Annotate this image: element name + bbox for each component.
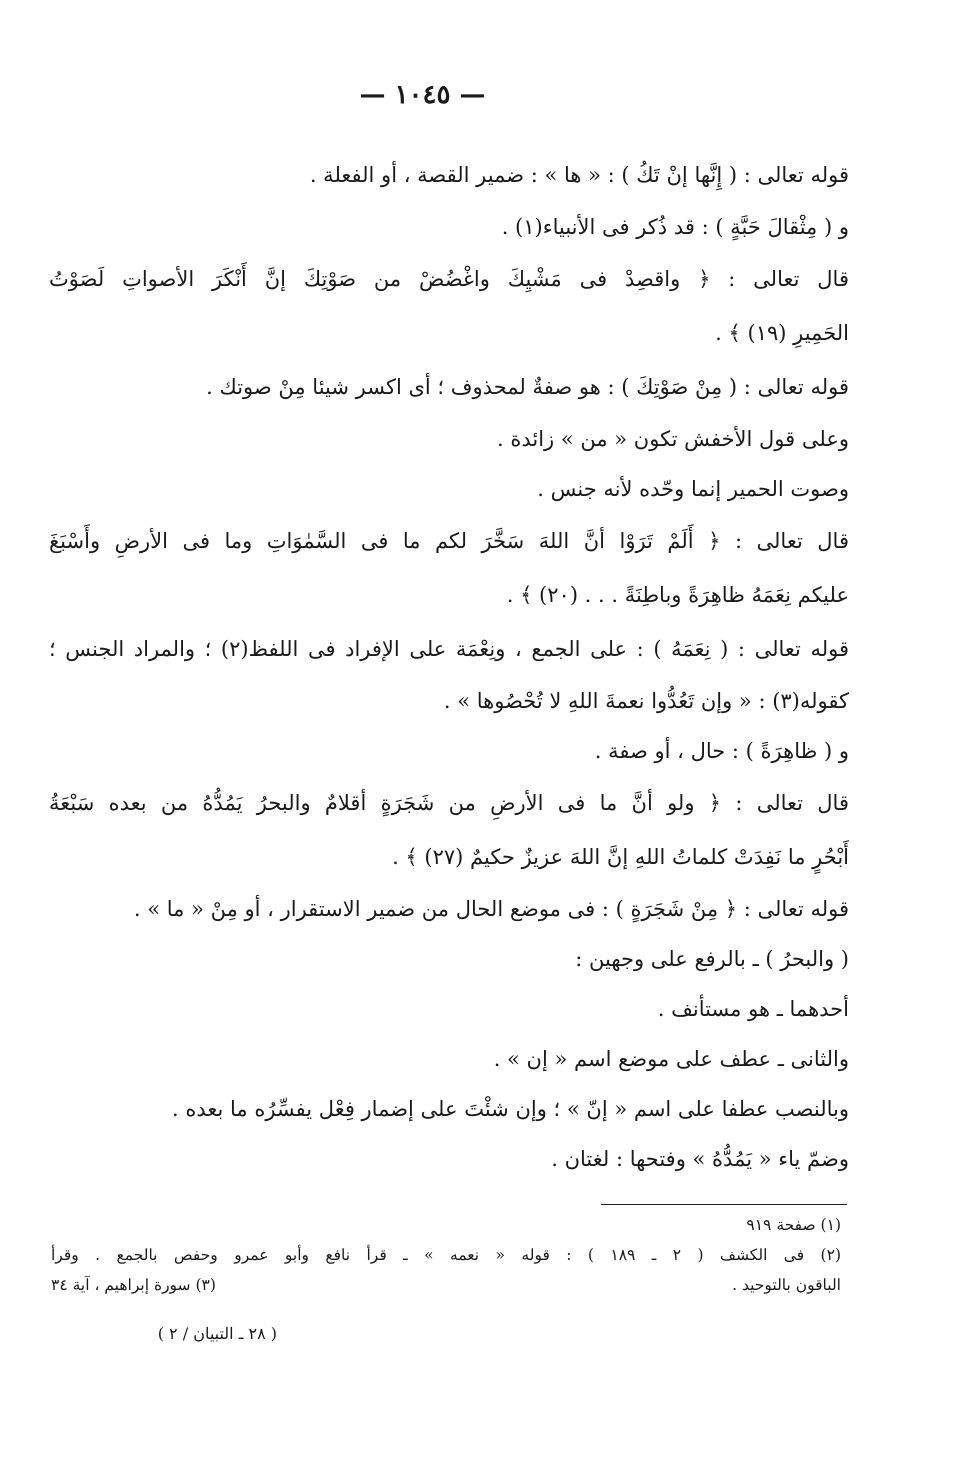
footnotes bbox=[51, 1210, 841, 1300]
text-line: الحَمِيرِ (١٩) ﴾ . bbox=[715, 321, 849, 345]
text-line: قوله تعالى : ( نِعَمَهُ ) : على الجمع ، ونِعْمَة على الإفراد فى اللفظ(٢) ؛ والمراد الجنس ؛ bbox=[49, 637, 849, 661]
text-line: والثانى ـ عطف على موضع اسم « إن » . bbox=[493, 1047, 849, 1071]
footnote: الباقون بالتوحيد . bbox=[732, 1276, 841, 1294]
footnote-divider bbox=[601, 1204, 847, 1205]
text-line: أَبْحُرٍ ما نَفِدَتْ كلماتُ اللهِ إنَّ اللهَ عزيزٌ حكيمٌ (٢٧) ﴾ . bbox=[392, 845, 849, 869]
footnote-row bbox=[51, 1270, 841, 1300]
footnote: (١) صفحة ٩١٩ bbox=[746, 1216, 841, 1234]
text-line: و ( ظاهِرَةً ) : حال ، أو صفة . bbox=[594, 739, 849, 763]
text-line: قوله تعالى : ﴿ مِنْ شَجَرَةٍ ) : فى موضع الحال من ضمير الاستقرار ، أو مِنْ « ما » . bbox=[133, 897, 849, 921]
text-line: قوله تعالى : ( إِنَّها إنْ تَكُ ) : « ها » : ضمير القصة ، أو الفعلة . bbox=[309, 163, 849, 187]
page-number: — ١٠٤٥ — bbox=[359, 80, 486, 110]
text-line: و ( مِثْقالَ حَبَّةٍ ) : قد ذُكر فى الأنبياء(١) . bbox=[501, 215, 849, 239]
text-line: وبالنصب عطفا على اسم « إنّ » ؛ وإن شئْتَ على إضمار فِعْل يفسِّرُه ما بعده . bbox=[171, 1097, 849, 1121]
text-line: وضمّ ياء « يَمُدُّهُ » وفتحها : لغتان . bbox=[551, 1147, 849, 1171]
text-line: عليكم نِعَمَهُ ظاهِرَةً وباطِنَةً . . . (٢٠) ﴾ . bbox=[506, 583, 849, 607]
footnote: (٢) فى الكشف ( ٢ ـ ١٨٩ ) : قوله « نعمه » ـ قرأ نافع وأبو عمرو وحفص بالجمع . وقرأ bbox=[51, 1246, 841, 1264]
text-line: قال تعالى : ﴿ ولو أنَّ ما فى الأرضِ من شَجَرَةٍ أقلامٌ والبحرُ يَمُدُّهُ من بعده سَبْعَةُ bbox=[49, 791, 849, 815]
text-line: قال تعالى : ﴿ واقصِدْ فى مَشْيِكَ واغْضُضْ من صَوْتِكَ إنَّ أَنْكَرَ الأصواتِ لَصَوْتُ bbox=[49, 267, 849, 291]
footnote: (٣) سورة إبراهيم ، آية ٣٤ bbox=[51, 1276, 216, 1294]
text-line: كقوله(٣) : « وإن تَعُدُّوا نعمةَ اللهِ لا تُحْصُوها » . bbox=[443, 689, 849, 713]
signature-mark: ( ٢٨ ـ التبيان / ٢ ) bbox=[157, 1324, 277, 1343]
text-line: أحدهما ـ هو مستأنف . bbox=[657, 997, 849, 1021]
text-line: ( والبحرُ ) ـ بالرفع على وجهين : bbox=[575, 947, 849, 971]
main-text bbox=[49, 148, 849, 1184]
text-line: وعلى قول الأخفش تكون « من » زائدة . bbox=[496, 427, 849, 451]
text-line: وصوت الحمير إنما وحّده لأنه جنس . bbox=[537, 477, 849, 501]
text-line: قال تعالى : ﴿ أَلَمْ تَرَوْا أنَّ اللهَ سَخَّرَ لكم ما فى السَّمٰوَاتِ وما فى الأرضِ وأَسْبَغَ bbox=[49, 529, 849, 553]
text-line: قوله تعالى : ( مِنْ صَوْتِكَ ) : هو صفةٌ لمحذوف ؛ أى اكسر شيئا مِنْ صوتك . bbox=[206, 375, 849, 399]
